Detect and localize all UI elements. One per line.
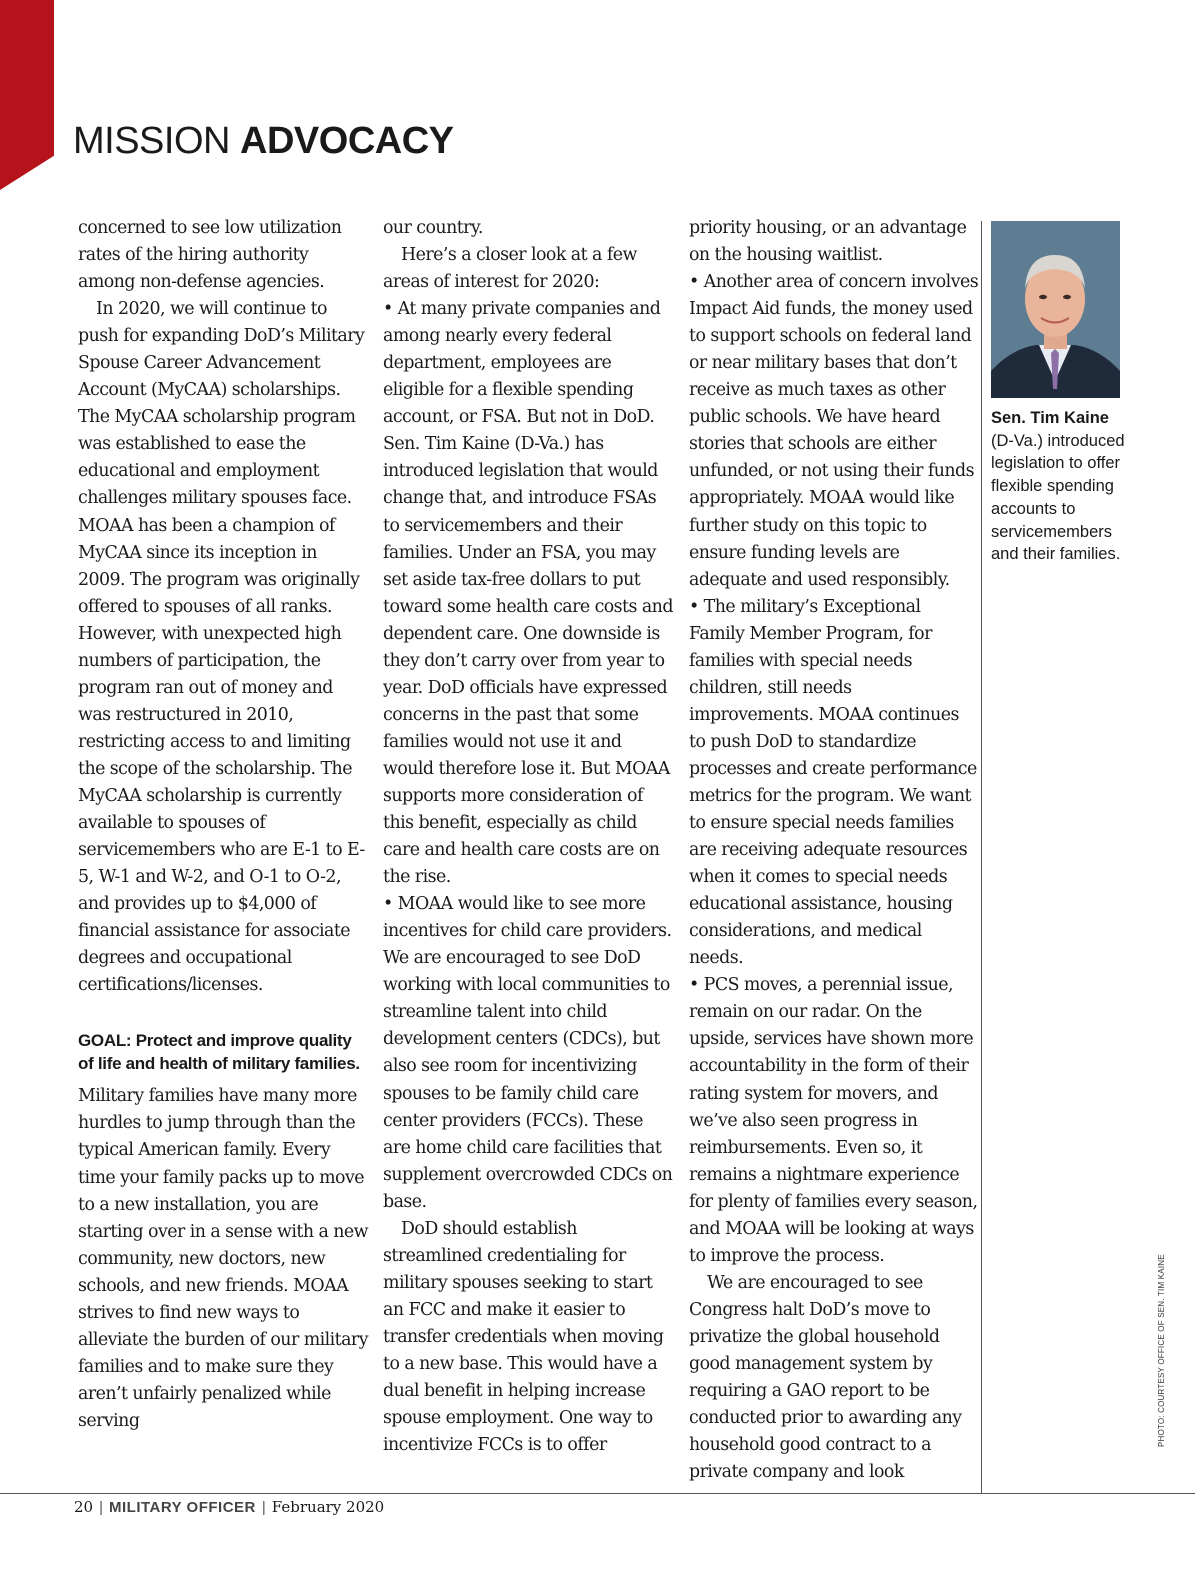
section-title-light: MISSION	[73, 120, 230, 162]
section-color-tab	[0, 0, 54, 190]
section-title-bold: ADVOCACY	[240, 120, 454, 162]
photo-caption	[991, 407, 1131, 566]
issue-date: February 2020	[271, 1498, 385, 1516]
bullet-paragraph: • Another area of concern involves Impact Aid funds, the money used to support schools on federal land or near military bases that don’t receive as much taxes as other public schools. We have heard stories that schools are either unfunded, or not using their funds appropriately. MOAA would like further study on this topic to ensure funding levels are adequate and used responsibly.	[689, 272, 979, 590]
paragraph: In 2020, we will continue to push for expanding DoD’s Military Spouse Career Advancement Account (MyCAA) scholarships. The MyCAA scholarship program was established to ease the educational and employment challenges military spouses face. MOAA has been a champion of MyCAA since its inception in 2009. The program was originally offered to spouses of all ranks. However, with unexpected high numbers of participation, the program ran out of money and was restructured in 2010, restricting access to and limiting the scope of the scholarship. The MyCAA scholarship is currently available to spouses of servicemembers who are E-1 to E-5, W-1 and W-2, and O-1 to O-2, and provides up to $4,000 of financial assistance for associate degrees and occupational certifications/licenses.	[78, 299, 365, 996]
bullet-paragraph: • The military’s Exceptional Family Member Program, for families with special needs children, still needs improvements. MOAA continues to push DoD to standardize processes and create performance metrics for the program. We want to ensure special needs families are receiving adequate resources when it comes to special needs educational assistance, housing considerations, and medical needs.	[689, 596, 977, 969]
section-title	[73, 118, 454, 164]
paragraph: our country.	[383, 218, 483, 238]
paragraph: We are encouraged to see Congress halt DoD’s move to privatize the global household good management system by requiring a GAO report to be conducted prior to awarding any household good contract to a private company and look	[689, 1272, 962, 1483]
paragraph: Here’s a closer look at a few areas of interest for 2020:	[383, 245, 637, 293]
footer-separator: |	[99, 1499, 103, 1516]
footer-rule	[0, 1493, 1195, 1494]
article-column-1	[78, 215, 368, 1435]
magazine-name: MILITARY OFFICER	[109, 1499, 256, 1516]
portrait-photo	[991, 221, 1120, 398]
page-footer	[74, 1496, 384, 1519]
article-column-3	[689, 215, 979, 1486]
portrait-illustration	[991, 221, 1120, 398]
caption-name: Sen. Tim Kaine	[991, 409, 1109, 427]
paragraph: Military families have many more hurdles to jump through than the typical American family. Every time your family packs up to move to a new installation, you are starting over in a sense with a new community, new doctors, new schools, and new friends. MOAA strives to find new ways to alleviate the burden of our military families and to make sure they aren’t unfairly penalized while serving	[78, 1086, 368, 1431]
photo-credit: PHOTO: COURTESY OFFICE OF SEN. TIM KAINE	[1157, 1254, 1166, 1447]
bullet-paragraph: • PCS moves, a perennial issue, remain on our radar. On the upside, services have shown more accountability in the form of their rating system for movers, and we’ve also seen progress in reimbursements. Even so, it remains a nightmare experience for plenty of families every season, and MOAA will be looking at ways to improve the process.	[689, 975, 978, 1266]
goal-heading: GOAL: Protect and improve quality of life and health of military families.	[78, 1031, 360, 1074]
paragraph: priority housing, or an advantage on the housing waitlist.	[689, 218, 967, 266]
column-divider	[981, 221, 982, 1494]
caption-text: (D-Va.) introduced legislation to offer flexible spending accounts to servicemembers and their families.	[991, 431, 1125, 564]
page-number: 20	[74, 1498, 94, 1516]
bullet-paragraph: • MOAA would like to see more incentives for child care providers. We are encouraged to see DoD working with local communities to streamline talent into child development centers (CDCs), but also see room for incentivizing spouses to be family child care center providers (FCCs). These are home child care facilities that supplement overcrowded CDCs on base.	[383, 894, 673, 1212]
paragraph: DoD should establish streamlined credentialing for military spouses seeking to start an FCC and make it easier to transfer credentials when moving to a new base. This would have a dual benefit in helping increase spouse employment. One way to incentivize FCCs is to offer	[383, 1218, 664, 1456]
paragraph: concerned to see low utilization rates of the hiring authority among non-defense agencies.	[78, 218, 342, 293]
article-column-2	[383, 215, 673, 1459]
bullet-paragraph: • At many private companies and among nearly every federal department, employees are eligible for a flexible spending account, or FSA. But not in DoD. Sen. Tim Kaine (D-Va.) has introduced legislation that would change that, and introduce FSAs to servicemembers and their families. Under an FSA, you may set aside tax-free dollars to put toward some health care costs and dependent care. One downside is they don’t carry over from year to year. DoD officials have expressed concerns in the past that some families would not use it and would therefore lose it. But MOAA supports more consideration of this benefit, especially as child care and health care costs are on the rise.	[383, 299, 673, 888]
footer-separator: |	[261, 1499, 266, 1516]
